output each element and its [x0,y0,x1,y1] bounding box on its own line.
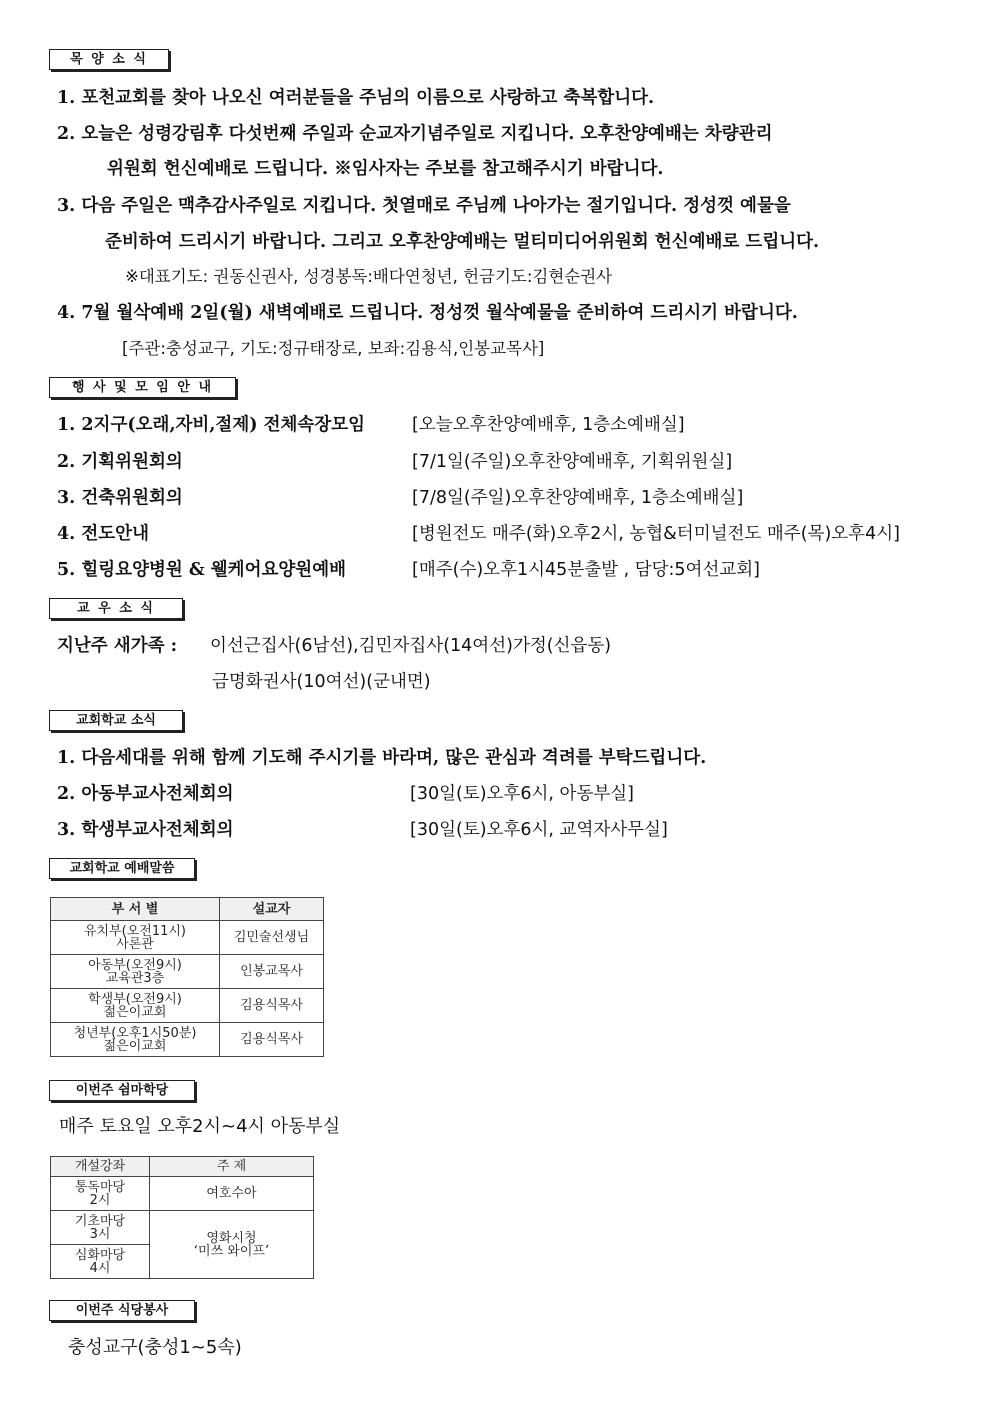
rest-header-topic: 주 제 [150,1157,314,1177]
event-4-title: 4. 전도안내 [57,524,149,544]
rest-topic-cell [150,1211,314,1279]
rest-course-cell [51,1211,150,1245]
sermon-dept-name: 유치부(오전11시) [83,923,187,939]
sermon-dept-cell [51,955,220,989]
sermon-preacher-cell: 김용식목사 [220,1023,324,1057]
table-row [51,955,324,989]
sermon-header-preacher: 설교자 [220,898,324,921]
rest-course-time: 3시 [89,1226,111,1242]
rest-table [50,1156,314,1279]
section-header-news: 목 양 소 식 [49,49,169,70]
event-3-detail: [7/8일(주일)오후찬양예배후, 1층소예배실] [412,488,744,508]
news-item-1: 1. 포천교회를 찾아 나오신 여러분들을 주님의 이름으로 사랑하고 축복합니다. [57,88,655,108]
school-item-3-detail: [30일(토)오후6시, 교역자사무실] [410,820,668,840]
news-item-2-line2: 위원회 헌신예배로 드립니다. ※임사자는 주보를 참고해주시기 바랍니다. [107,159,664,179]
rest-course-cell [51,1245,150,1279]
sermon-dept-name: 학생부(오전9시) [88,991,182,1007]
sermon-preacher-cell: 김용식목사 [220,989,324,1023]
news-item-3-line2: 준비하여 드리시기 바랍니다. 그리고 오후찬양예배는 멀티미디어위원회 헌신예배로 드립니다. [105,232,820,252]
table-row [51,989,324,1023]
event-1-detail: [오늘오후찬양예배후, 1층소예배실] [412,415,685,435]
school-item-1: 1. 다음세대를 위해 함께 기도해 주시기를 바라며, 많은 관심과 격려를 부탁드립니다. [57,748,707,768]
event-4-detail: [병원전도 매주(화)오후2시, 농협&터미널전도 매주(목)오후4시] [412,524,900,544]
rest-course-time: 2시 [89,1192,111,1208]
school-item-2-detail: [30일(토)오후6시, 아동부실] [410,784,634,804]
table-row [51,1177,314,1211]
event-2-title: 2. 기획위원회의 [57,452,183,472]
rest-topic-line1: 영화시청 [206,1230,257,1246]
sermon-preacher-cell: 김민술선생님 [220,921,324,955]
members-label: 지난주 새가족 : [57,636,178,656]
rest-topic-cell: 여호수아 [150,1177,314,1211]
sermon-dept-name: 청년부(오후1시50분) [73,1025,197,1041]
rest-header-course: 개설강좌 [51,1157,150,1177]
members-line-2: 금명화권사(10여선)(군내면) [212,672,431,692]
table-row [51,1211,314,1245]
section-header-school-sermon: 교회학교 예배말씀 [49,858,195,879]
news-item-3-line3: ※대표기도: 권동신권사, 성경봉독:배다연청년, 헌금기도:김현순권사 [125,267,613,286]
section-header-school: 교회학교 소식 [49,710,183,731]
sermon-preacher-cell: 인봉교목사 [220,955,324,989]
rest-schedule: 매주 토요일 오후2시~4시 아동부실 [59,1116,341,1137]
sermon-dept-cell [51,1023,220,1057]
school-item-2-title: 2. 아동부교사전체회의 [57,784,234,804]
rest-course-name: 통독마당 [74,1179,126,1195]
school-item-3-title: 3. 학생부교사전체회의 [57,820,234,840]
event-3-title: 3. 건축위원회의 [57,488,183,508]
rest-course-cell [51,1177,150,1211]
sermon-dept-place: 젊은이교회 [103,1038,167,1054]
section-header-members: 교 우 소 식 [49,598,183,619]
news-item-4-line1: 4. 7월 월삭예배 2일(월) 새벽예배로 드립니다. 정성껏 월삭예물을 준비하여 드리시기 바랍니다. [57,303,798,323]
rest-course-name: 심화마당 [74,1247,126,1263]
event-5-title: 5. 힐링요양병원 & 웰케어요양원예배 [57,560,347,580]
sermon-header-dept: 부 서 별 [51,898,220,921]
rest-course-name: 기초마당 [74,1213,126,1229]
section-header-rest: 이번주 쉼마학당 [49,1080,195,1101]
members-line-1: 이선근집사(6남선),김민자집사(14여선)가정(신읍동) [210,636,612,656]
table-row [51,921,324,955]
section-header-kitchen: 이번주 식당봉사 [49,1300,195,1321]
news-item-2-line1: 2. 오늘은 성령강림후 다섯번째 주일과 순교자기념주일로 지킵니다. 오후찬양예배는 차량관리 [57,124,773,144]
rest-course-time: 4시 [89,1260,111,1276]
sermon-dept-cell [51,921,220,955]
sermon-dept-place: 교육관3층 [105,970,165,986]
rest-topic-line2: ‘미쓰 와이프’ [193,1243,270,1259]
sermon-dept-place: 젊은이교회 [103,1004,167,1020]
sermon-dept-name: 아동부(오전9시) [88,957,182,973]
section-header-events: 행 사 및 모 임 안 내 [49,377,236,398]
event-5-detail: [매주(수)오후1시45분출발 , 담당:5여선교회] [412,560,761,580]
event-1-title: 1. 2지구(오래,자비,절제) 전체속장모임 [57,415,366,435]
news-item-4-line2: [주관:충성교구, 기도:정규태장로, 보좌:김용식,인봉교목사] [122,339,545,358]
sermon-dept-cell [51,989,220,1023]
sermon-dept-place: 사론관 [116,936,154,952]
sermon-table [50,897,324,1057]
event-2-detail: [7/1일(주일)오후찬양예배후, 기획위원실] [412,452,733,472]
kitchen-text: 충성교구(충성1~5속) [68,1337,242,1358]
news-item-3-line1: 3. 다음 주일은 맥추감사주일로 지킵니다. 첫열매로 주님께 나아가는 절기입니다. 정성껏 예물을 [57,196,791,216]
table-row [51,1023,324,1057]
